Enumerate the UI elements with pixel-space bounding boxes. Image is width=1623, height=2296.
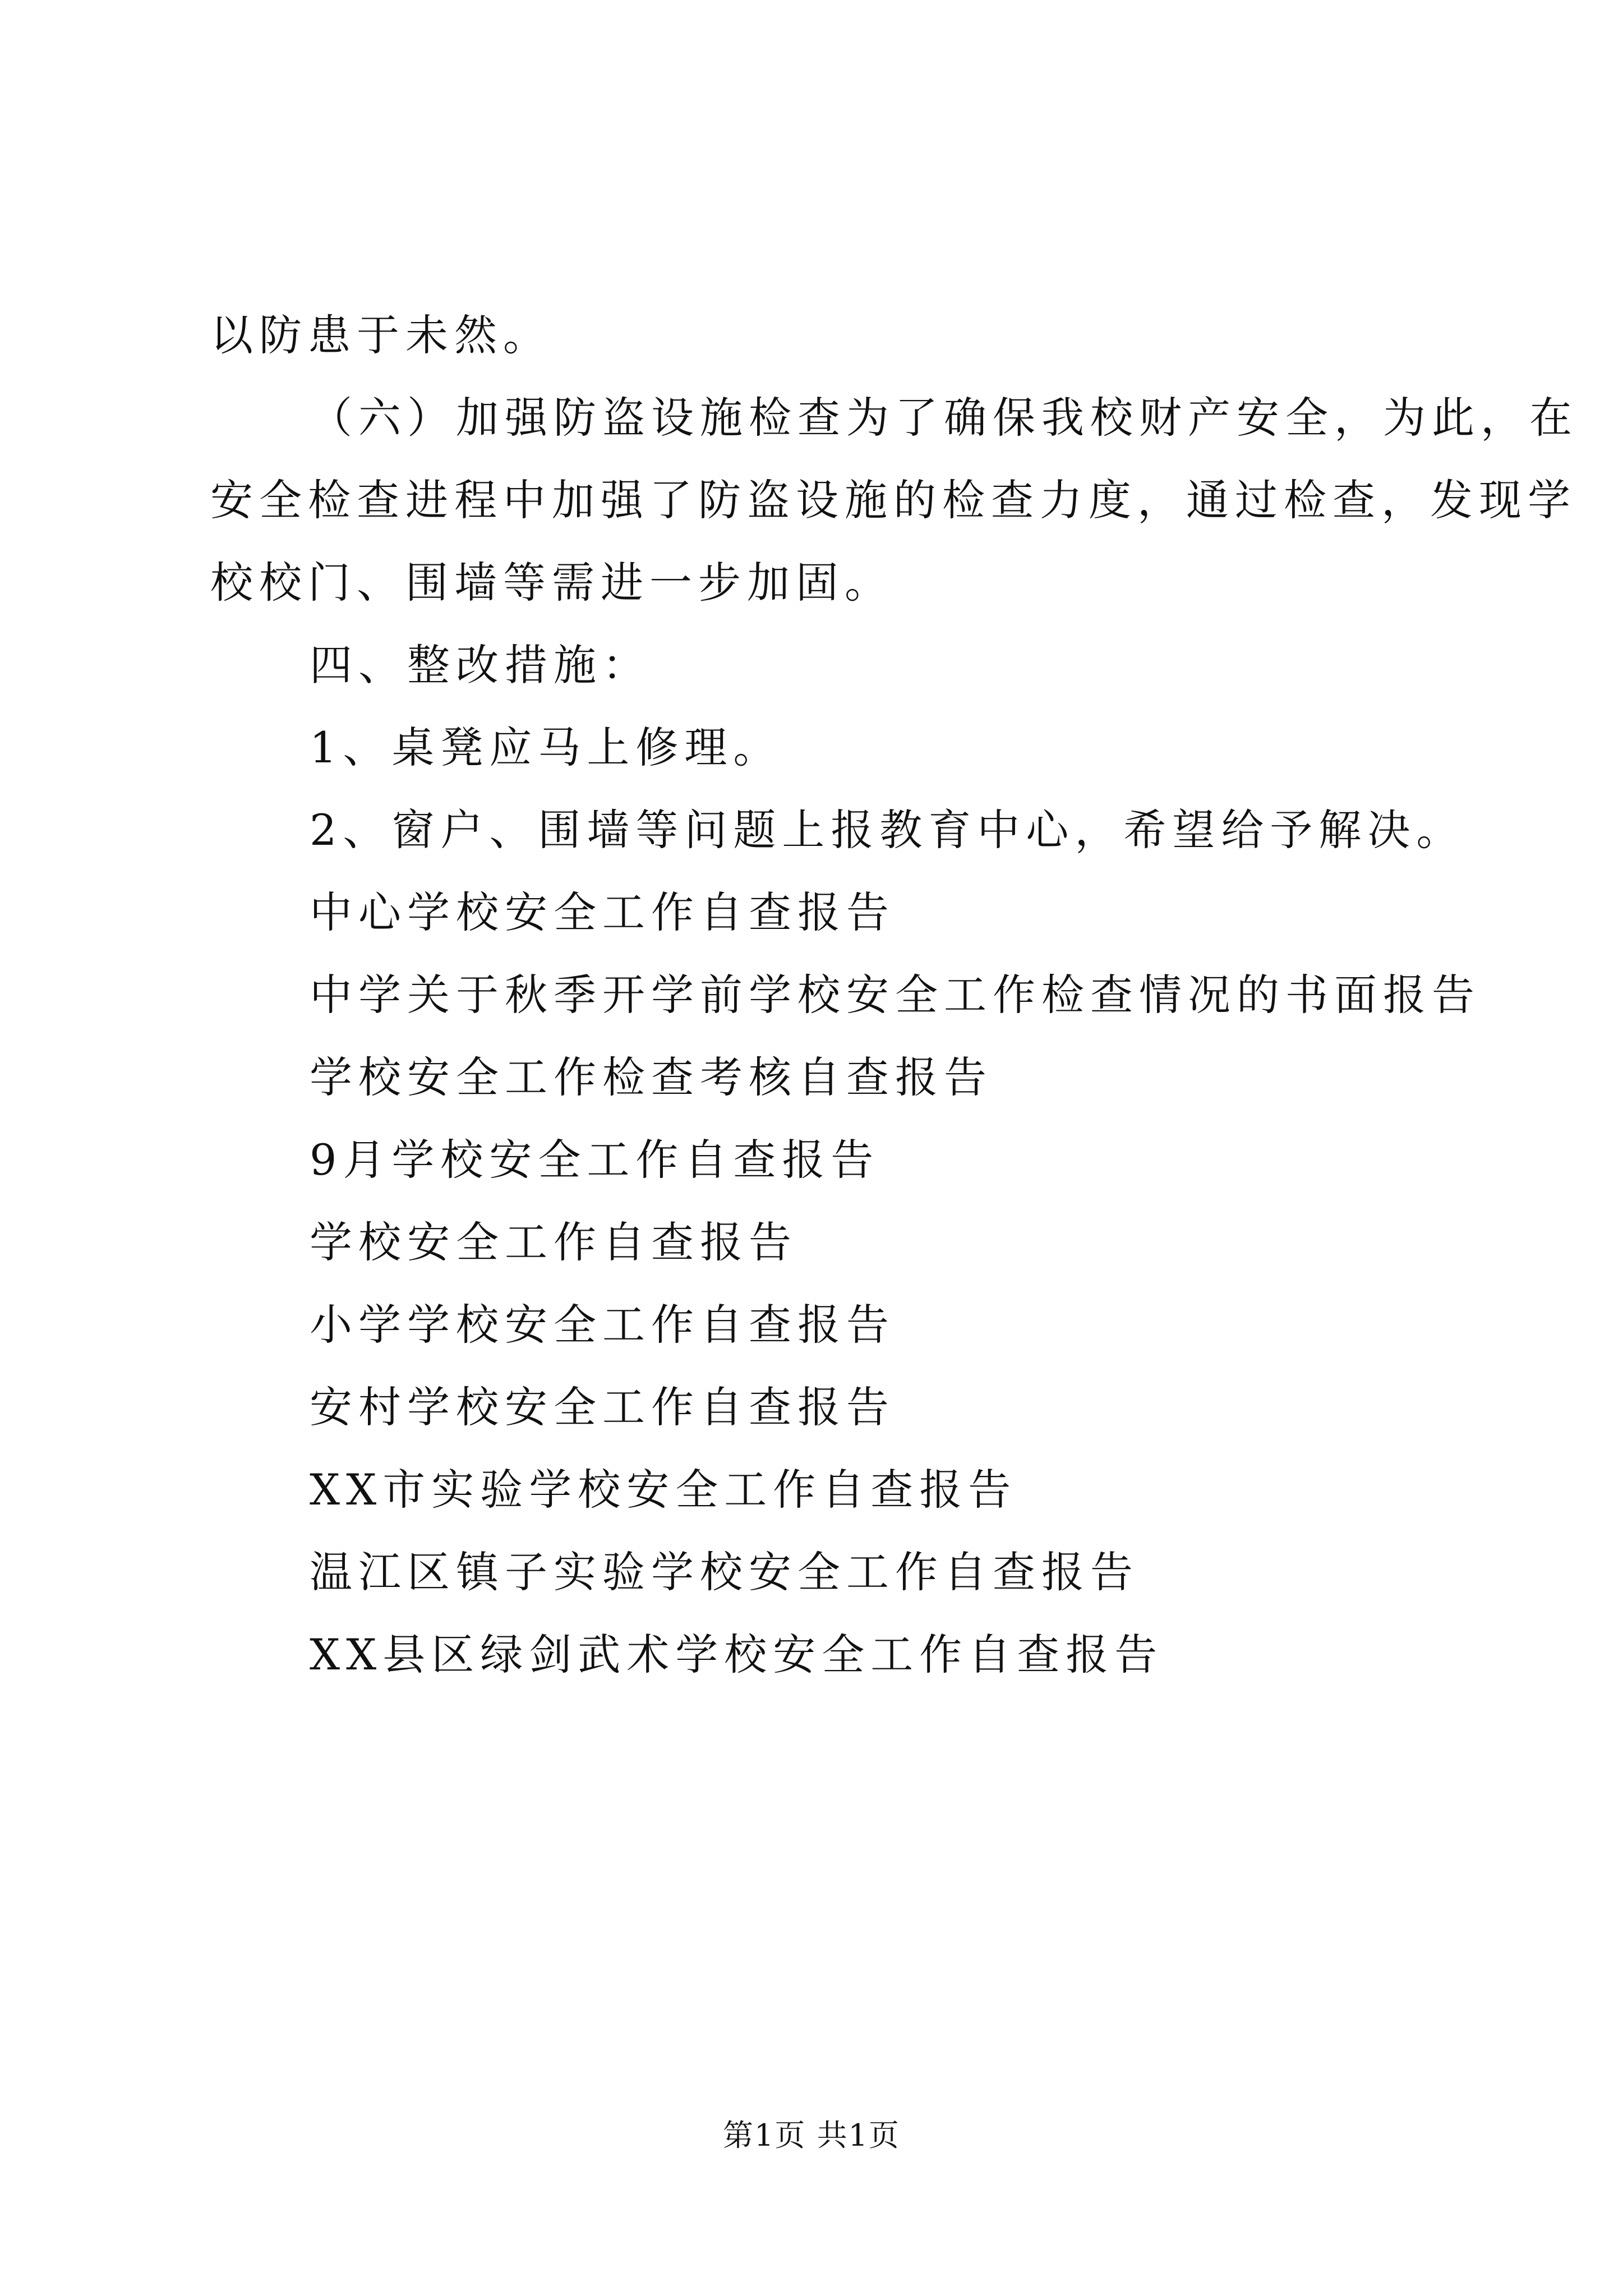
related-title: 学校安全工作自查报告 xyxy=(310,1217,797,1267)
page-footer: 第1页 共1页 xyxy=(723,2118,900,2153)
related-title: 小学学校安全工作自查报告 xyxy=(310,1300,895,1350)
list-item: 1、桌凳应马上修理。 xyxy=(310,723,782,772)
paragraph-line: 校校门、围墙等需进一步加固。 xyxy=(210,558,893,608)
related-title: 中心学校安全工作自查报告 xyxy=(310,887,895,937)
list-item: 2、窗户、围墙等问题上报教育中心，希望给予解决。 xyxy=(310,805,1465,855)
related-title: XX县区绿剑武术学校安全工作自查报告 xyxy=(310,1630,1164,1680)
related-title: 中学关于秋季开学前学校安全工作检查情况的书面报告 xyxy=(310,970,1481,1020)
related-title: 9月学校安全工作自查报告 xyxy=(310,1135,880,1185)
paragraph-line: （六）加强防盗设施检查为了确保我校财产安全，为此，在 xyxy=(310,393,1578,443)
related-title: 安村学校安全工作自查报告 xyxy=(310,1382,895,1432)
related-title: 温江区镇子实验学校安全工作自查报告 xyxy=(310,1547,1139,1597)
paragraph-line: 安全检查进程中加强了防盗设施的检查力度，通过检查，发现学 xyxy=(210,475,1576,525)
section-heading: 四、整改措施： xyxy=(310,640,651,690)
related-title: 学校安全工作检查考核自查报告 xyxy=(310,1052,993,1102)
related-title: XX市实验学校安全工作自查报告 xyxy=(310,1465,1017,1515)
paragraph-line: 以防患于未然。 xyxy=(210,310,552,360)
